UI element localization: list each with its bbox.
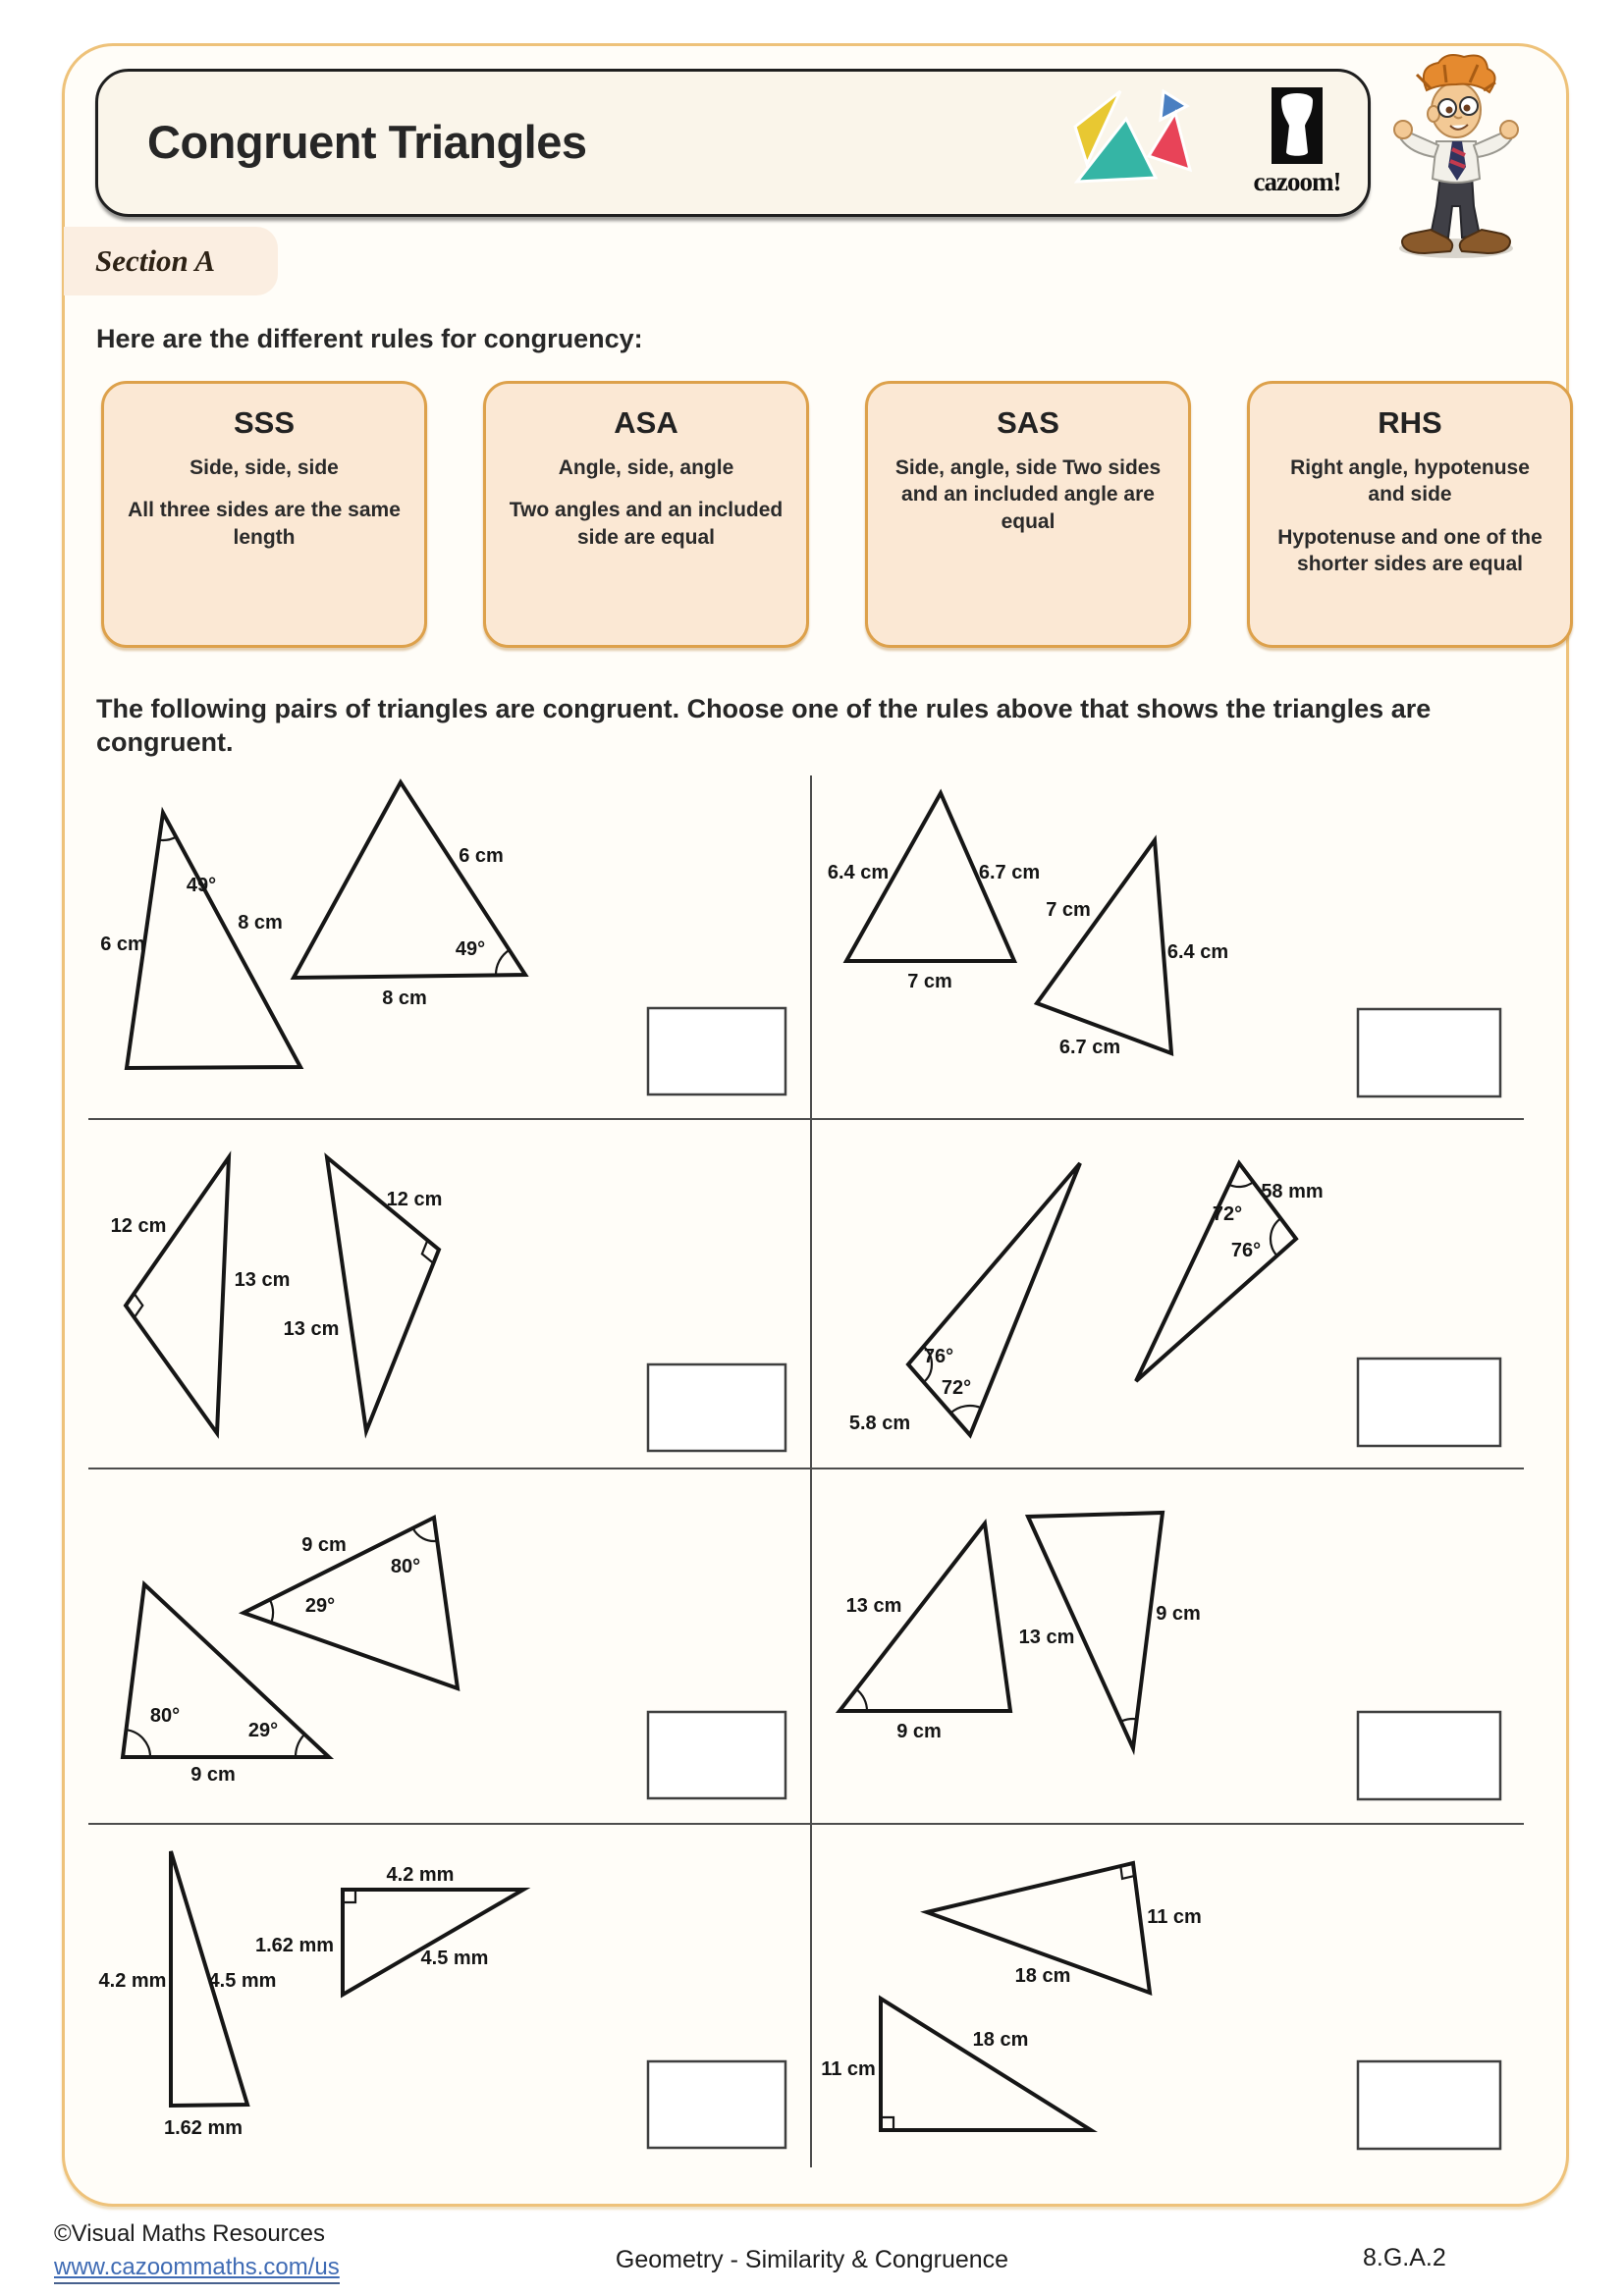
problem-8	[811, 1824, 1524, 2176]
section-label: Section A	[95, 243, 216, 278]
standard-code: 8.G.A.2	[1363, 2244, 1446, 2271]
side-label: 18 cm	[972, 2029, 1029, 2051]
answer-box[interactable]	[648, 1364, 785, 1451]
triangle	[123, 1584, 329, 1757]
side-label: 5.8 cm	[848, 1413, 911, 1434]
problem-1	[93, 775, 811, 1124]
angle-label: 29°	[304, 1595, 336, 1617]
triangle	[126, 1157, 229, 1433]
section-badge	[64, 227, 278, 295]
angle-label: 76°	[923, 1346, 954, 1367]
problem-3	[93, 1119, 811, 1473]
triangle	[244, 1518, 458, 1688]
rule-card-rhs	[1247, 381, 1573, 648]
side-label: 11 cm	[821, 2058, 876, 2080]
side-label: 7 cm	[1046, 899, 1091, 921]
triangle	[294, 782, 525, 978]
side-label: 1.62 mm	[254, 1935, 335, 1956]
side-label: 18 cm	[1014, 1965, 1071, 1987]
side-label: 9 cm	[190, 1764, 236, 1786]
triangle	[343, 1890, 523, 1995]
rule-text: Hypotenuse and one of the shorter sides are equal	[1277, 525, 1543, 575]
triangle	[839, 1523, 1010, 1711]
side-label: 4.2 mm	[386, 1864, 455, 1886]
answer-box[interactable]	[1358, 1712, 1500, 1799]
header	[95, 69, 1371, 217]
side-label: 6.7 cm	[978, 862, 1041, 883]
answer-box[interactable]	[648, 1712, 785, 1798]
side-label: 1.62 mm	[163, 2117, 244, 2139]
answer-box[interactable]	[648, 1008, 785, 1095]
angle-label: 80°	[149, 1705, 181, 1727]
side-label: 8 cm	[382, 988, 427, 1009]
side-label: 58 mm	[1261, 1181, 1324, 1202]
side-label: 4.5 mm	[420, 1948, 489, 1969]
cazoom-wordmark: cazoom!	[1253, 167, 1341, 196]
angle-label: 72°	[1212, 1203, 1243, 1225]
side-label: 13 cm	[283, 1318, 340, 1340]
problem-6	[811, 1468, 1524, 1829]
problem-7	[93, 1824, 811, 2176]
copyright-text: ©Visual Maths Resources	[54, 2220, 326, 2247]
angle-label: 49°	[455, 938, 486, 960]
problem-5	[93, 1468, 811, 1829]
rule-text: Angle, side, angle	[558, 456, 734, 479]
side-label: 8 cm	[238, 912, 283, 934]
rule-text: Side, side, side	[189, 456, 339, 479]
angle-label: 72°	[941, 1377, 972, 1399]
side-label: 9 cm	[301, 1534, 347, 1556]
triangle	[908, 1163, 1080, 1435]
instruction-text: The following pairs of triangles are congruent. Choose one of the rules above that shows the triangles are congruent.	[96, 694, 1432, 757]
triangle	[1037, 840, 1171, 1053]
angle-label: 80°	[390, 1556, 421, 1577]
rule-text: Two angles and an included side are equal	[509, 499, 784, 549]
rule-text: All three sides are the same length	[128, 499, 401, 549]
side-label: 13 cm	[1018, 1627, 1075, 1648]
side-label: 11 cm	[1147, 1906, 1202, 1928]
rule-title: ASA	[614, 405, 678, 440]
angle-label: 29°	[247, 1720, 279, 1741]
side-label: 13 cm	[845, 1595, 902, 1617]
side-label: 12 cm	[386, 1189, 443, 1210]
triangle	[881, 1999, 1091, 2130]
rule-card-sss	[101, 381, 427, 648]
side-label: 7 cm	[907, 971, 952, 992]
rules-intro-text: Here are the different rules for congruency:	[96, 324, 643, 353]
rule-text: Side, angle, side Two sides and an included angle are equal	[894, 456, 1162, 533]
side-label: 13 cm	[234, 1269, 291, 1291]
rule-text: Right angle, hypotenuse and side	[1290, 456, 1530, 507]
side-label: 12 cm	[110, 1215, 167, 1237]
side-label: 6 cm	[100, 934, 145, 955]
rule-title: SSS	[233, 405, 296, 440]
cazoom-drum-icon	[1272, 87, 1323, 164]
answer-box[interactable]	[1358, 1009, 1500, 1096]
triangle	[127, 813, 300, 1068]
website-link[interactable]: www.cazoommaths.com/us	[54, 2254, 340, 2284]
problem-4	[811, 1119, 1524, 1473]
rule-card-asa	[483, 381, 809, 648]
angle-label: 49°	[186, 875, 217, 896]
page-title: Congruent Triangles	[147, 116, 587, 168]
rule-title: SAS	[997, 405, 1059, 440]
answer-box[interactable]	[1358, 1359, 1500, 1446]
side-label: 9 cm	[1156, 1603, 1201, 1625]
side-label: 6.4 cm	[827, 862, 890, 883]
cazoom-logo	[1233, 87, 1361, 205]
side-label: 4.5 mm	[208, 1970, 277, 1992]
answer-box[interactable]	[1358, 2061, 1500, 2149]
mascot-character-icon	[1387, 49, 1525, 270]
angle-label: 76°	[1230, 1240, 1262, 1261]
side-label: 4.2 mm	[98, 1970, 167, 1992]
triangle-logo-icon	[1065, 83, 1222, 206]
side-label: 6.7 cm	[1058, 1037, 1121, 1058]
rule-card-sas	[865, 381, 1191, 648]
side-label: 9 cm	[896, 1721, 942, 1742]
problem-2	[811, 775, 1524, 1124]
side-label: 6.4 cm	[1166, 941, 1229, 963]
footer-topic: Geometry - Similarity & Congruence	[615, 2246, 1009, 2273]
side-label: 6 cm	[459, 845, 504, 867]
answer-box[interactable]	[648, 2061, 785, 2148]
rule-title: RHS	[1378, 405, 1442, 440]
